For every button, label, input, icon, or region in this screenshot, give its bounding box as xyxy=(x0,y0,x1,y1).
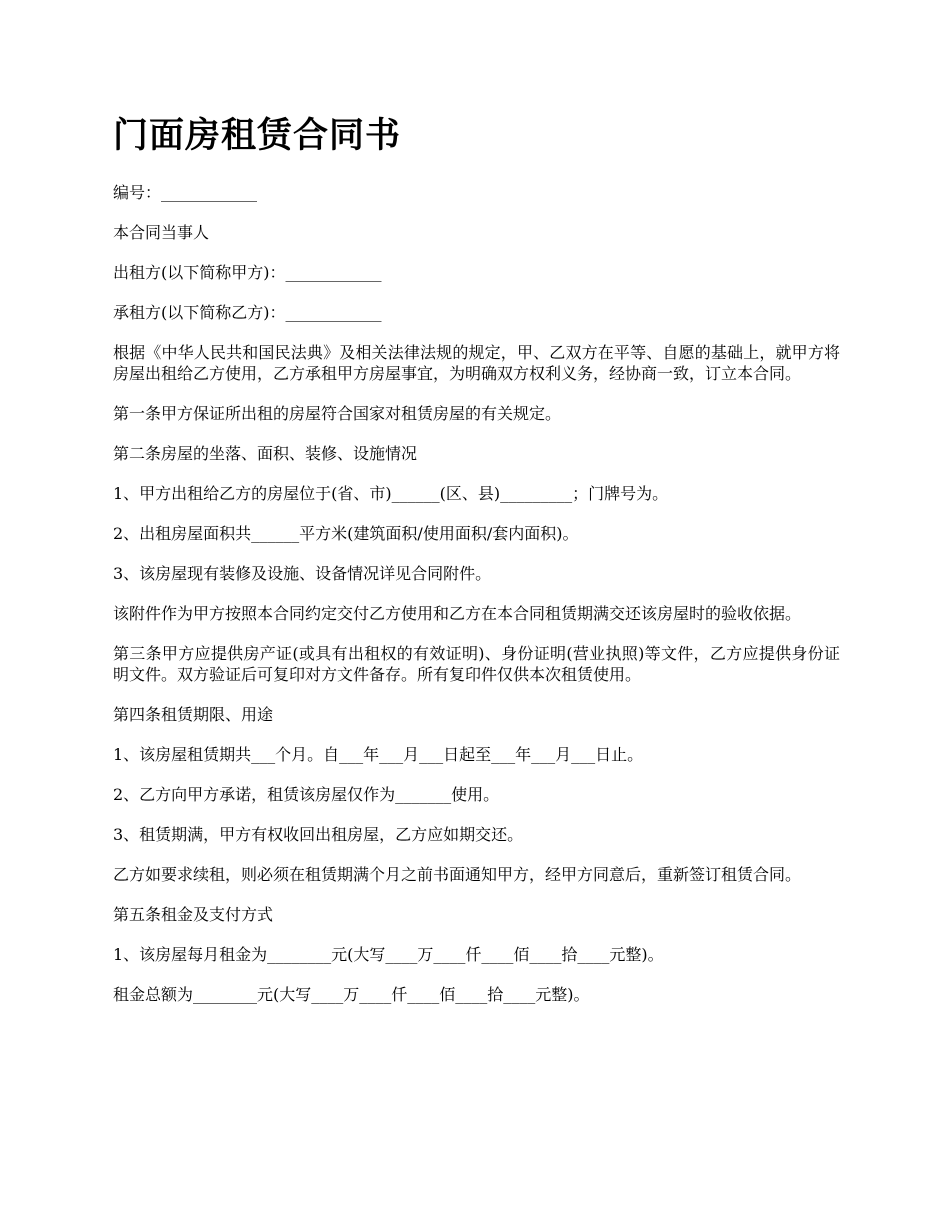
attachment-note: 该附件作为甲方按照本合同约定交付乙方使用和乙方在本合同租赁期满交还该房屋时的验收依据。 xyxy=(113,604,802,623)
article-2-heading: 第二条房屋的坐落、面积、装修、设施情况 xyxy=(113,444,418,463)
document-page xyxy=(113,108,840,1024)
renewal-note: 乙方如要求续租，则必须在租赁期满个月之前书面通知甲方，经甲方同意后，重新签订租赁合同。 xyxy=(113,865,802,884)
lessee-line: 承租方(以下简称乙方)：____________ xyxy=(113,303,382,322)
article-4-clause-2: 2、乙方向甲方承诺，租赁该房屋仅作为_______使用。 xyxy=(113,785,500,804)
article-5-clause-1: 1、该房屋每月租金为________元(大写____万____仟____佰____拾____元整)。 xyxy=(113,945,664,964)
total-rent-line: 租金总额为________元(大写____万____仟____佰____拾____元整)。 xyxy=(113,985,590,1004)
article-5-heading: 第五条租金及支付方式 xyxy=(113,905,274,924)
lessor-line: 出租方(以下简称甲方)：____________ xyxy=(113,263,382,282)
article-1: 第一条甲方保证所出租的房屋符合国家对租赁房屋的有关规定。 xyxy=(113,404,562,423)
document-title: 门面房租赁合同书 xyxy=(113,116,402,156)
article-4-clause-3: 3、租赁期满，甲方有权收回出租房屋，乙方应如期交还。 xyxy=(113,825,524,844)
contract-number: 编号：____________ xyxy=(113,183,258,202)
article-2-clause-3: 3、该房屋现有装修及设施、设备情况详见合同附件。 xyxy=(113,564,492,583)
article-4-heading: 第四条租赁期限、用途 xyxy=(113,705,274,724)
parties-heading: 本合同当事人 xyxy=(113,223,210,242)
preamble-paragraph: 根据《中华人民共和国民法典》及相关法律法规的规定，甲、乙双方在平等、自愿的基础上，就甲方将房屋出租给乙方使用，乙方承租甲方房屋事宜，为明确双方权利义务，经协商一致，订立本合同。 xyxy=(113,343,840,383)
article-3: 第三条甲方应提供房产证(或具有出租权的有效证明)、身份证明(营业执照)等文件，乙方应提供身份证明文件。双方验证后可复印对方文件备存。所有复印件仅供本次租赁使用。 xyxy=(113,644,840,684)
article-4-clause-1: 1、该房屋租赁期共___个月。自___年___月___日起至___年___月___日止。 xyxy=(113,745,644,764)
article-2-clause-1: 1、甲方出租给乙方的房屋位于(省、市)______(区、县)_________；门牌号为。 xyxy=(113,484,669,503)
article-2-clause-2: 2、出租房屋面积共______平方米(建筑面积/使用面积/套内面积)。 xyxy=(113,524,579,543)
